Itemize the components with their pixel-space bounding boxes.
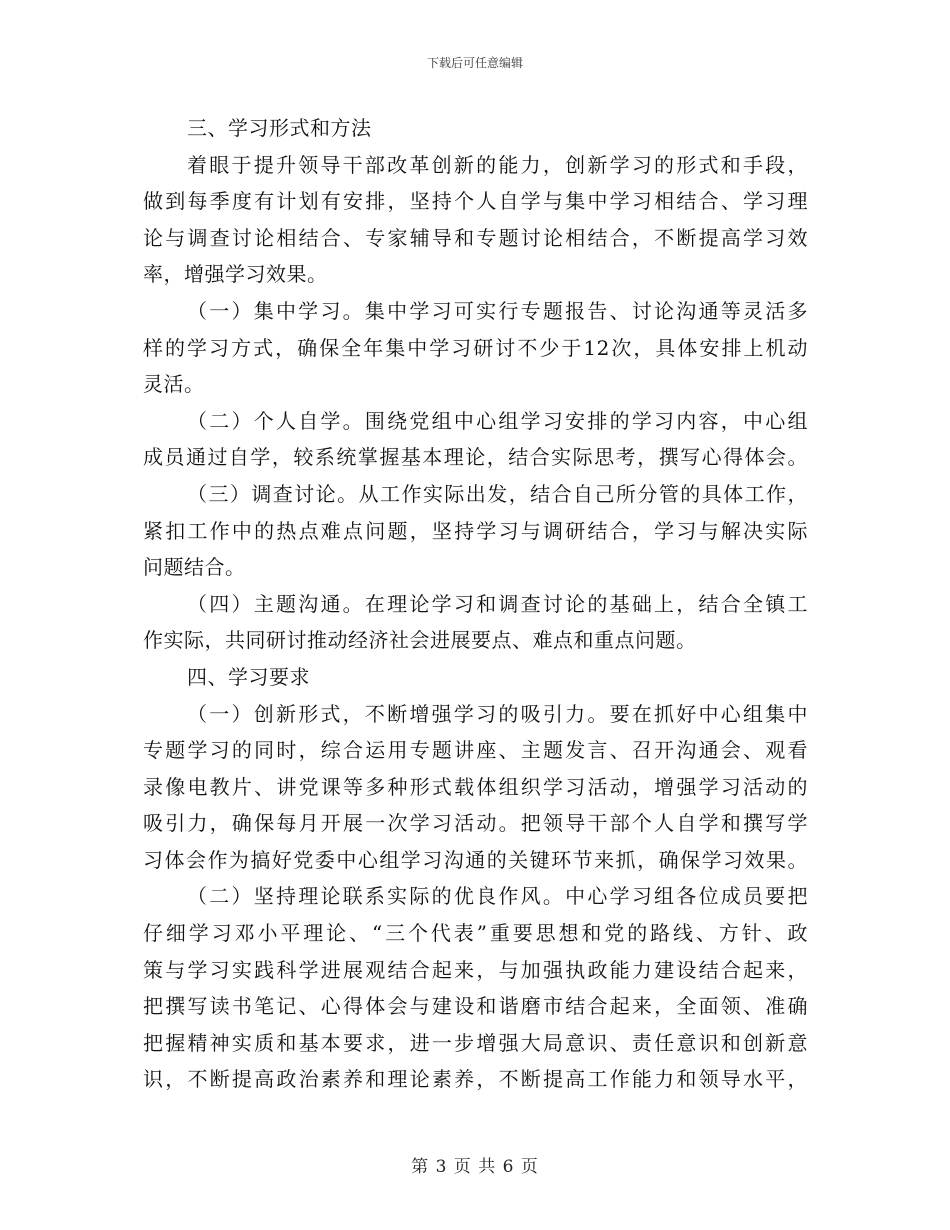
paragraph-line: 识，不断提高政治素养和理论素养，不断提高工作能力和领导水平， <box>143 1067 808 1092</box>
paragraph-line: （一）创新形式，不断增强学习的吸引力。要在抓好中心组集中 <box>187 701 808 726</box>
paragraph-line: 把握精神实质和基本要求，进一步增强大局意识、责任意识和创新意 <box>143 1030 808 1055</box>
paragraph-line: （四）主题沟通。在理论学习和调查讨论的基础上，结合全镇工 <box>187 591 808 616</box>
paragraph-line: 吸引力，确保每月开展一次学习活动。把领导干部个人自学和撰写学 <box>143 811 808 836</box>
paragraph-line: 仔细学习邓小平理论、“三个代表”重要思想和党的路线、方针、政 <box>143 921 808 946</box>
paragraph-line: 样的学习方式，确保全年集中学习研讨不少于12次，具体安排上机动 <box>143 335 808 360</box>
paragraph-line: 录像电教片、讲党课等多种形式载体组织学习活动，增强学习活动的 <box>143 774 808 799</box>
paragraph-line: 灵活。 <box>143 372 205 397</box>
header-note: 下载后可任意编辑 <box>426 56 523 70</box>
paragraph-line: 紧扣工作中的热点难点问题，坚持学习与调研结合，学习与解决实际 <box>143 518 808 543</box>
paragraph-line: （二）坚持理论联系实际的优良作风。中心学习组各位成员要把 <box>187 884 808 909</box>
paragraph-line: 习体会作为搞好党委中心组学习沟通的关键环节来抓，确保学习效果。 <box>143 847 808 872</box>
paragraph-line: 问题结合。 <box>143 555 246 580</box>
paragraph-line: 率，增强学习效果。 <box>143 262 328 287</box>
paragraph-line: 把撰写读书笔记、心得体会与建设和谐磨市结合起来，全面领、准确 <box>143 994 808 1019</box>
paragraph-line: 成员通过自学，较系统掌握基本理论，结合实际思考，撰写心得体会。 <box>143 445 808 470</box>
paragraph-line: 专题学习的同时，综合运用专题讲座、主题发言、召开沟通会、观看 <box>143 738 808 763</box>
paragraph-line: 做到每季度有计划有安排，坚持个人自学与集中学习相结合、学习理 <box>143 189 808 214</box>
paragraph-line: （三）调查讨论。从工作实际出发，结合自己所分管的具体工作， <box>187 481 808 506</box>
paragraph-line: 着眼于提升领导干部改革创新的能力，创新学习的形式和手段， <box>187 152 808 177</box>
section-heading-3: 三、学习形式和方法 <box>187 116 372 140</box>
paragraph-line: （一）集中学习。集中学习可实行专题报告、讨论沟通等灵活多 <box>187 298 808 323</box>
section-heading-4: 四、学习要求 <box>187 664 310 689</box>
paragraph-line: 作实际，共同研讨推动经济社会进展要点、难点和重点问题。 <box>143 628 697 653</box>
paragraph-line: （二）个人自学。围绕党组中心组学习安排的学习内容，中心组 <box>187 408 808 433</box>
paragraph-line: 策与学习实践科学进展观结合起来，与加强执政能力建设结合起来， <box>143 957 808 982</box>
document-body <box>143 110 808 1098</box>
page-number: 第 3 页 共 6 页 <box>411 1157 539 1177</box>
paragraph-line: 论与调查讨论相结合、专家辅导和专题讨论相结合，不断提高学习效 <box>143 225 808 250</box>
